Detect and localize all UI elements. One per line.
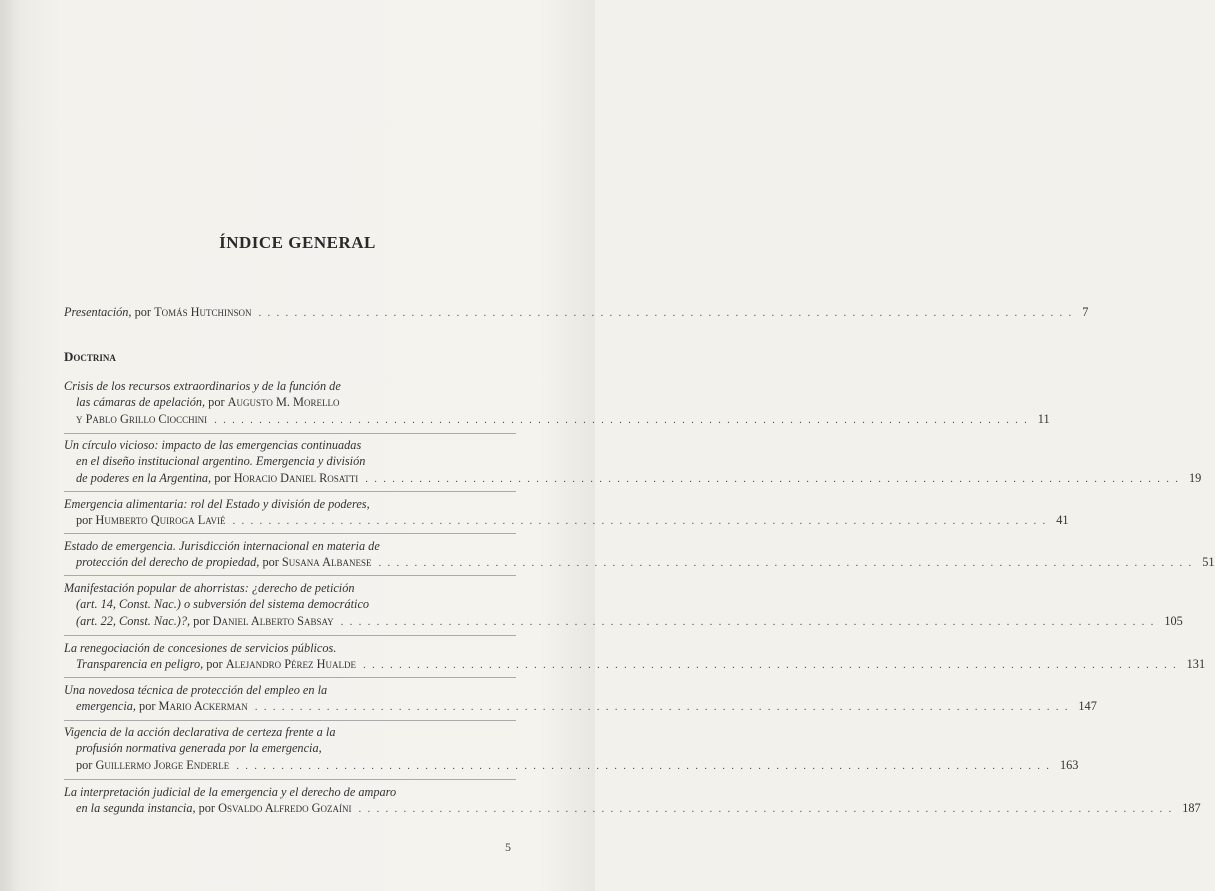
- entry-author: Daniel Alberto Sabsay: [212, 613, 334, 628]
- divider: [64, 720, 516, 721]
- leader-dots: [236, 761, 1051, 772]
- entry-author: Guillermo Jorge Enderle: [95, 757, 230, 772]
- divider: [64, 433, 516, 434]
- toc-entry[interactable]: Vigencia de la acción declarativa de certeza frente a la profusión normativa generada por la emergencia, por Guillermo Jorge Enderle . . . 163: [64, 724, 516, 775]
- toc-entry[interactable]: Crisis de los recursos extraordinarios y de la función de las cámaras de apelación, por Augusto M. Morello y Pablo Grillo Ciocchini . . . 11: [64, 378, 516, 429]
- entry-page: 11: [1037, 411, 1050, 426]
- toc-entry[interactable]: Una novedosa técnica de protección del empleo en la emergencia, por Mario Ackerman . . . 147: [64, 682, 516, 717]
- divider: [64, 635, 516, 636]
- divider: [64, 491, 516, 492]
- divider: [64, 779, 516, 780]
- entry-page: 105: [1164, 613, 1183, 628]
- toc-entry-presentacion[interactable]: Presentación, por Tomás Hutchinson . . . 7: [64, 304, 516, 322]
- toc-entry[interactable]: Manifestación popular de ahorristas: ¿derecho de petición (art. 14, Const. Nac.) o subversión del sistema democrático (art. 22, Const. Nac.)?, por Daniel Alberto Sabsay . . . 105: [64, 580, 516, 631]
- leader-dots: [341, 617, 1156, 628]
- entry-author: Susana Albanese: [281, 555, 372, 570]
- page-number: 5: [505, 840, 511, 854]
- toc-entry[interactable]: La renegociación de concesiones de servicios públicos. Transparencia en peligro, por Alejandro Pérez Hualde . . . 131: [64, 640, 516, 675]
- entry-author: Alejandro Pérez Hualde: [225, 657, 356, 672]
- toc-entry[interactable]: Un círculo vicioso: impacto de las emergencias continuadas en el diseño institucional argentino. Emergencia y división de poderes en la Argentina, por Horacio Daniel Rosatti . . . 19: [64, 437, 516, 488]
- entry-author: Osvaldo Alfredo Gozaíni: [218, 801, 352, 816]
- leader-dots: [365, 474, 1180, 485]
- leader-dots: [363, 660, 1178, 671]
- divider: [64, 533, 516, 534]
- entry-author: Humberto Quiroga Lavié: [95, 513, 226, 528]
- entry-page: 147: [1078, 699, 1097, 714]
- divider: [64, 677, 516, 678]
- entry-page: 7: [1082, 305, 1089, 319]
- leader-dots: [255, 702, 1070, 713]
- entry-title: Presentación,: [64, 305, 132, 319]
- toc-entry[interactable]: La interpretación judicial de la emergencia y el derecho de amparo en la segunda instancia, por Osvaldo Alfredo Gozaíni . . . 187: [64, 784, 516, 819]
- entry-author: Mario Ackerman: [158, 699, 248, 714]
- leader-dots: [233, 516, 1048, 527]
- entry-author: y Pablo Grillo Ciocchini: [76, 411, 208, 426]
- leader-dots: [359, 804, 1174, 815]
- entry-page: 51: [1202, 555, 1215, 570]
- entry-page: 41: [1056, 513, 1069, 528]
- entry-page: 187: [1182, 801, 1201, 816]
- entry-page: 163: [1059, 757, 1079, 772]
- toc-entry[interactable]: Estado de emergencia. Jurisdicción internacional en materia de protección del derecho de propiedad, por Susana Albanese . . . 51: [64, 538, 516, 573]
- toc-entry[interactable]: Emergencia alimentaria: rol del Estado y división de poderes, por Humberto Quiroga Lavié . . . 41: [64, 496, 516, 531]
- entry-author: Horacio Daniel Rosatti: [233, 470, 359, 485]
- entry-page: 131: [1186, 657, 1206, 672]
- entry-author: Tomás Hutchinson: [154, 305, 252, 319]
- leader-dots: [379, 558, 1194, 569]
- section-heading: Doctrina: [64, 349, 116, 364]
- leader-dots: [259, 308, 1074, 319]
- leader-dots: [214, 415, 1029, 426]
- divider: [64, 575, 516, 576]
- page-title: ÍNDICE GENERAL: [219, 233, 376, 252]
- entry-page: 19: [1188, 470, 1202, 485]
